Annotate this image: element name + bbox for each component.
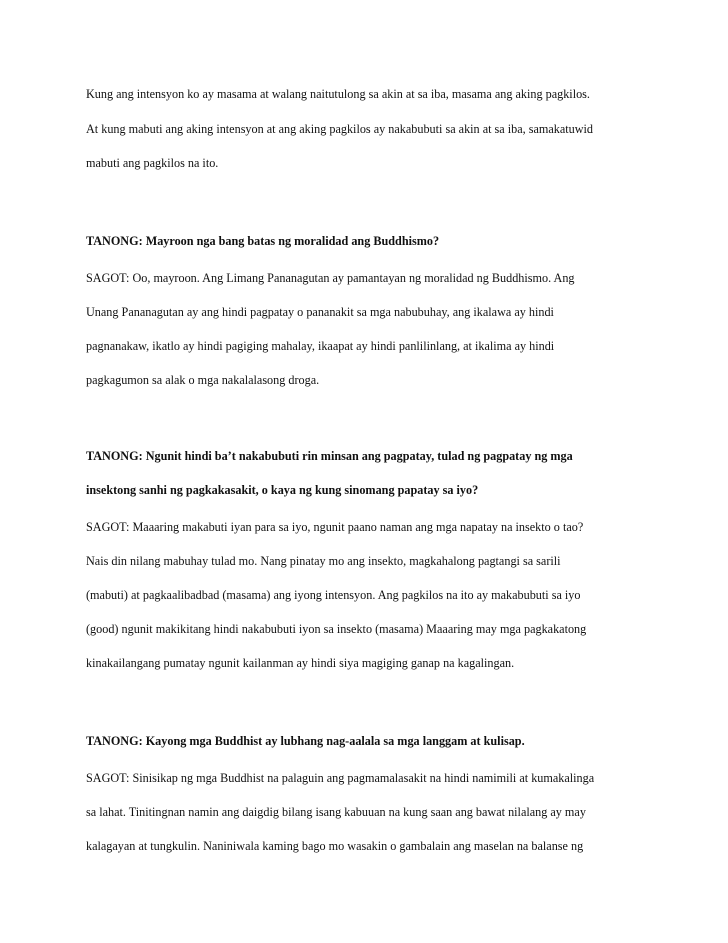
paragraph-line: (mabuti) at pagkaalibadbad (masama) ang iyong intensyon. Ang pagkilos na ito ay makabubuti sa iyo — [86, 588, 581, 602]
question-heading: TANONG: Ngunit hindi ba’t nakabubuti rin minsan ang pagpatay, tulad ng pagpatay ng mga — [86, 449, 573, 463]
paragraph-line: pagnanakaw, ikatlo ay hindi pagiging mahalay, ikaapat ay hindi panlilinlang, at ikalima ay hindi — [86, 339, 555, 353]
paragraph-line: kalagayan at tungkulin. Naniniwala kaming bago mo wasakin o gambalain ang maselan na balanse ng — [86, 839, 584, 853]
paragraph-line: pagkagumon sa alak o mga nakalalasong droga. — [86, 373, 320, 387]
paragraph-line: mabuti ang pagkilos na ito. — [86, 156, 219, 170]
paragraph-line: sa lahat. Tinitingnan namin ang daigdig bilang isang kabuuan na kung saan ang bawat nilalang ay may — [86, 805, 586, 819]
paragraph-line: Nais din nilang mabuhay tulad mo. Nang pinatay mo ang insekto, magkahalong pagtangi sa sarili — [86, 554, 561, 568]
paragraph-line: kinakailangang pumatay ngunit kailanman ay hindi siya magiging ganap na kagalingan. — [86, 656, 515, 670]
paragraph-line: SAGOT: Maaaring makabuti iyan para sa iyo, ngunit paano naman ang mga napatay na insekto o tao? — [86, 520, 584, 534]
question-heading: TANONG: Kayong mga Buddhist ay lubhang nag-aalala sa mga langgam at kulisap. — [86, 734, 525, 748]
question-heading: insektong sanhi ng pagkakasakit, o kaya ng kung sinomang papatay sa iyo? — [86, 483, 479, 497]
question-heading: TANONG: Mayroon nga bang batas ng moralidad ang Buddhismo? — [86, 234, 440, 248]
paragraph-line: SAGOT: Sinisikap ng mga Buddhist na palaguin ang pagmamalasakit na hindi namimili at kumakalinga — [86, 771, 595, 785]
paragraph-line: SAGOT: Oo, mayroon. Ang Limang Pananagutan ay pamantayan ng moralidad ng Buddhismo. Ang — [86, 271, 575, 285]
paragraph-line: At kung mabuti ang aking intensyon at ang aking pagkilos ay nakabubuti sa akin at sa iba, samakatuwid — [86, 122, 594, 136]
paragraph-line: Unang Pananagutan ay ang hindi pagpatay o pananakit sa mga nabubuhay, ang ikalawa ay hindi — [86, 305, 554, 319]
paragraph-line: (good) ngunit makikitang hindi nakabubuti iyon sa insekto (masama) Maaaring may mga pagkakatong — [86, 622, 587, 636]
paragraph-line: Kung ang intensyon ko ay masama at walang naitutulong sa akin at sa iba, masama ang aking pagkilos. — [86, 87, 590, 101]
